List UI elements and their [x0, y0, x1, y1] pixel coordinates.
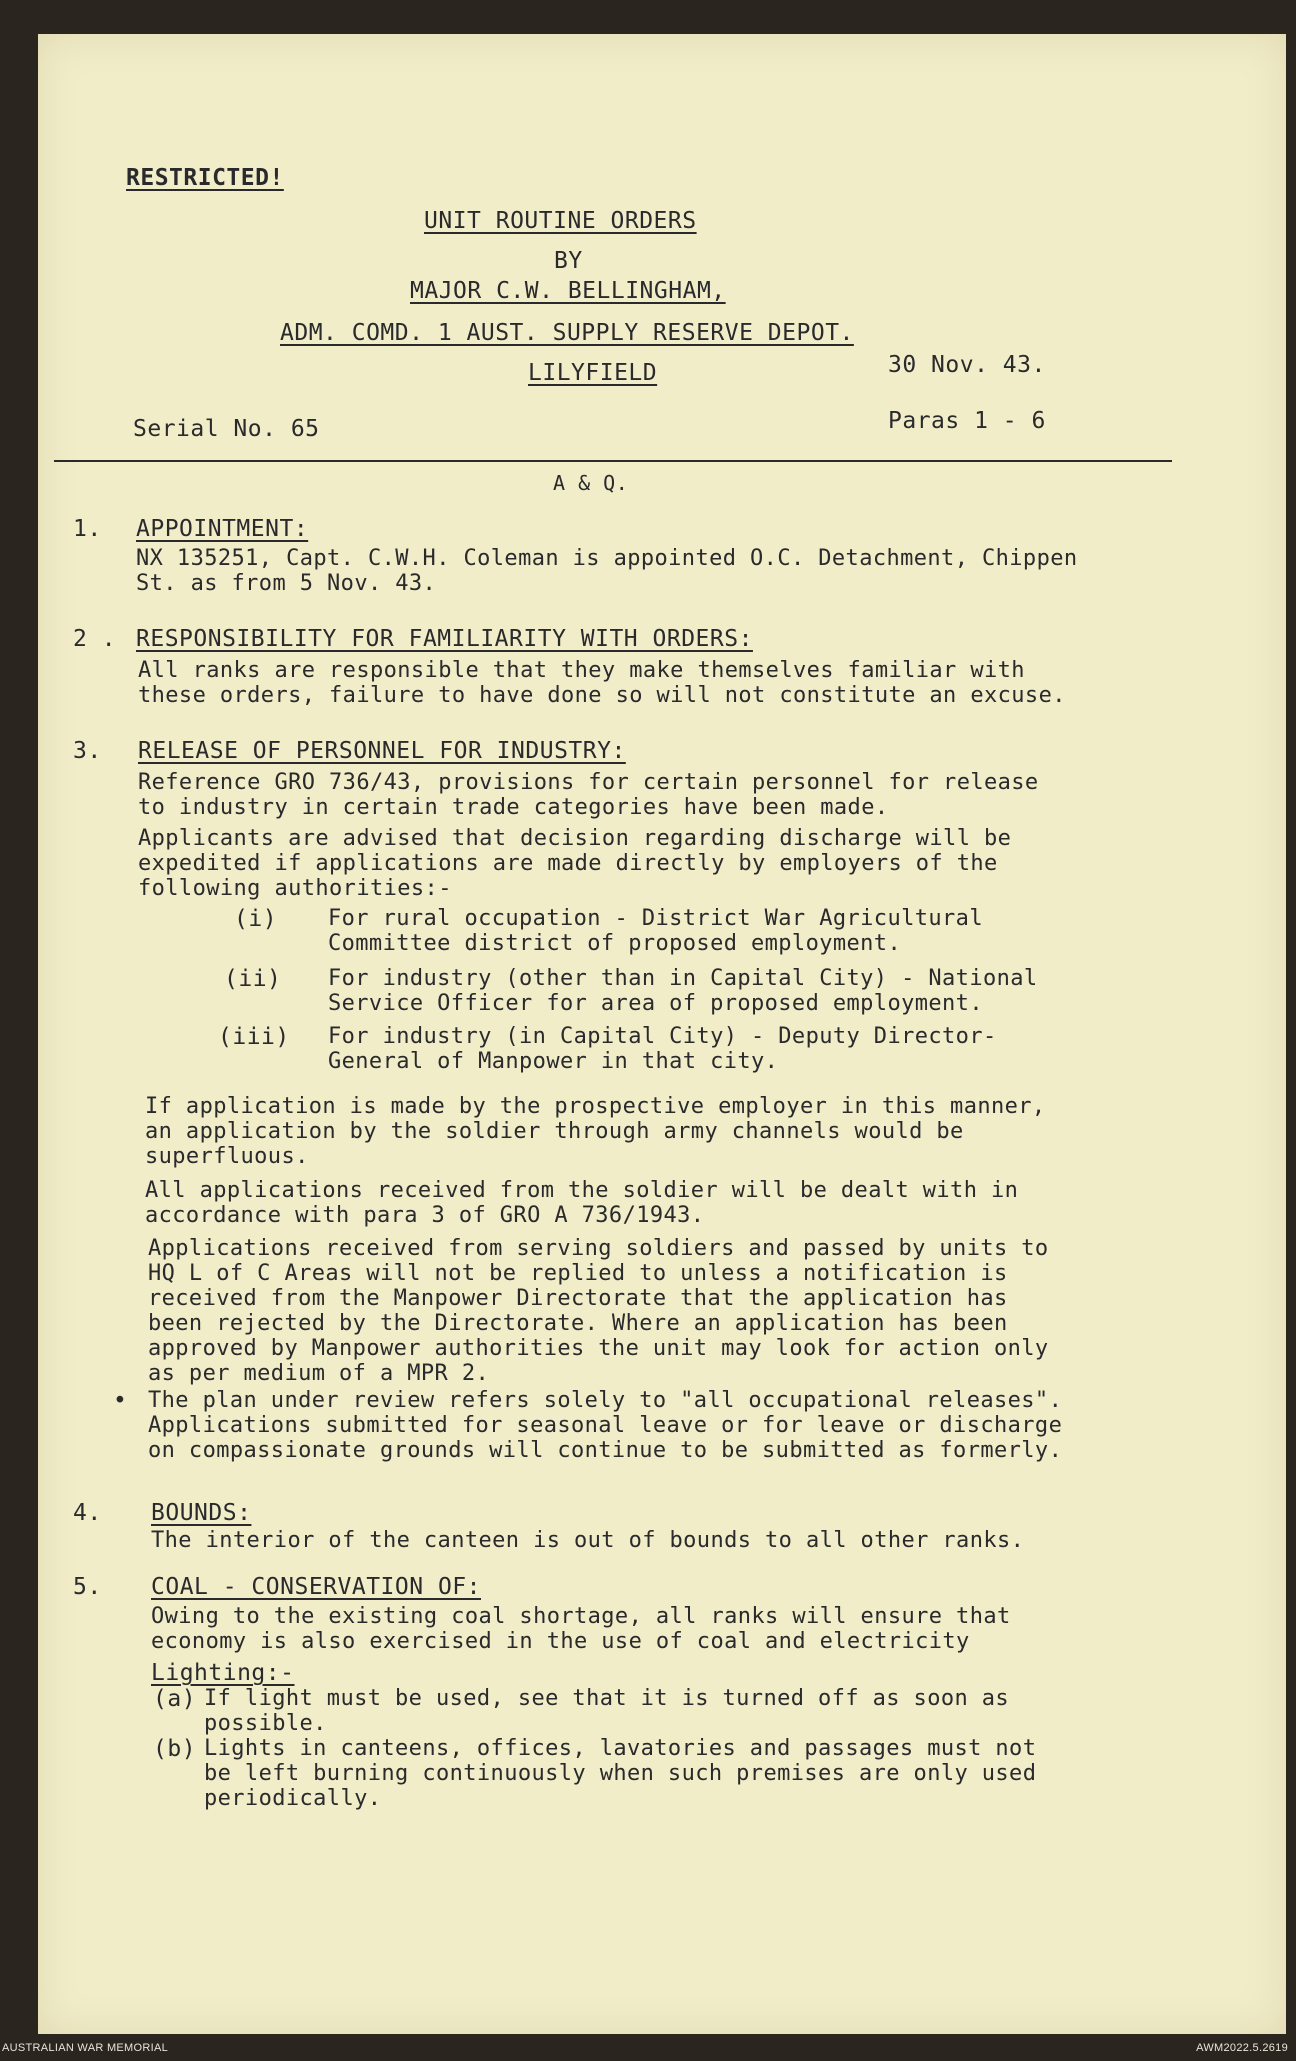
para-5-item-b-text: Lights in canteens, offices, lavatories and passages must not be left burning continuously when such premises are only used periodically.: [204, 1736, 1037, 1811]
para-3-bullet: •: [113, 1388, 128, 1414]
para-3-item-2-text: For industry (other than in Capital City) - National Service Officer for area of proposed employment.: [328, 966, 1038, 1016]
para-3-item-3-label: (iii): [218, 1024, 290, 1050]
para-3-plan-note: The plan under review refers solely to "all occupational releases". Applications submitted for seasonal leave or for leave or discharge on compassionate grounds will continue to be submitted as formerly.: [148, 1388, 1063, 1463]
para-3-applications-note: Applications received from serving soldiers and passed by units to HQ L of C Areas will not be replied to unless a notification is received from the Manpower Directorate that the application has been rejected by the Directorate. Where an application has been approved by Manpower authorities the unit may look for action only as per medium of a MPR 2.: [148, 1236, 1049, 1386]
paras-range: Paras 1 - 6: [888, 408, 1046, 434]
title-line-2: BY: [554, 248, 583, 274]
title-line-5: LILYFIELD: [528, 360, 658, 386]
para-5-number: 5.: [73, 1574, 102, 1600]
para-2-heading: RESPONSIBILITY FOR FAMILIARITY WITH ORDERS:: [136, 626, 753, 652]
para-3-number: 3.: [73, 738, 102, 764]
para-3-item-1-label: (i): [234, 906, 278, 932]
para-3-heading: RELEASE OF PERSONNEL FOR INDUSTRY:: [138, 738, 626, 764]
para-5-item-a-text: If light must be used, see that it is turned off as soon as possible.: [204, 1686, 1010, 1736]
para-1-number: 1.: [73, 516, 102, 542]
section-label: A & Q.: [553, 471, 629, 495]
para-5-lighting-heading: Lighting:-: [151, 1660, 295, 1686]
para-3-item-3-text: For industry (in Capital City) - Deputy Director- General of Manpower in that city.: [328, 1024, 997, 1074]
footer-archive-name: AUSTRALIAN WAR MEMORIAL: [2, 2042, 169, 2054]
para-4-number: 4.: [73, 1500, 102, 1526]
para-5-item-b-label: (b): [153, 1736, 197, 1762]
para-5-heading: COAL - CONSERVATION OF:: [151, 1574, 481, 1600]
document-page: [38, 34, 1286, 2034]
para-4-body: The interior of the canteen is out of bounds to all other ranks.: [151, 1528, 1025, 1553]
para-3-advice: Applicants are advised that decision regarding discharge will be expedited if applications are made directly by employers of the following authorities:-: [138, 826, 1012, 901]
para-3-employer-note: If application is made by the prospective employer in this manner, an application by the soldier through army channels would be superfluous.: [145, 1094, 1046, 1169]
para-3-item-1-text: For rural occupation - District War Agricultural Committee district of proposed employment.: [328, 906, 983, 956]
para-3-item-2-label: (ii): [224, 966, 282, 992]
para-3-intro: Reference GRO 736/43, provisions for certain personnel for release to industry in certain trade categories have been made.: [138, 770, 1039, 820]
title-line-3: MAJOR C.W. BELLINGHAM,: [410, 278, 726, 304]
order-date: 30 Nov. 43.: [888, 352, 1046, 378]
header-rule: [54, 460, 1172, 462]
para-2-body: All ranks are responsible that they make themselves familiar with these orders, failure to have done so will not constitute an excuse.: [138, 658, 1066, 708]
title-line-4: ADM. COMD. 1 AUST. SUPPLY RESERVE DEPOT.: [280, 320, 854, 346]
para-5-item-a-label: (a): [153, 1686, 197, 1712]
para-4-heading: BOUNDS:: [151, 1500, 252, 1526]
para-5-body: Owing to the existing coal shortage, all ranks will ensure that economy is also exercised in the use of coal and electricity: [151, 1604, 1011, 1654]
title-line-1: UNIT ROUTINE ORDERS: [424, 208, 697, 234]
para-1-heading: APPOINTMENT:: [136, 516, 309, 542]
para-2-number: 2 .: [73, 626, 117, 652]
para-1-body: NX 135251, Capt. C.W.H. Coleman is appointed O.C. Detachment, Chippen St. as from 5 Nov. 43.: [136, 546, 1078, 596]
serial-number: Serial No. 65: [133, 416, 320, 442]
restricted-label: RESTRICTED!: [126, 165, 284, 191]
footer-archive-id: AWM2022.5.2619: [1196, 2042, 1288, 2054]
para-3-soldier-note: All applications received from the soldier will be dealt with in accordance with para 3 of GRO A 736/1943.: [145, 1178, 1019, 1228]
